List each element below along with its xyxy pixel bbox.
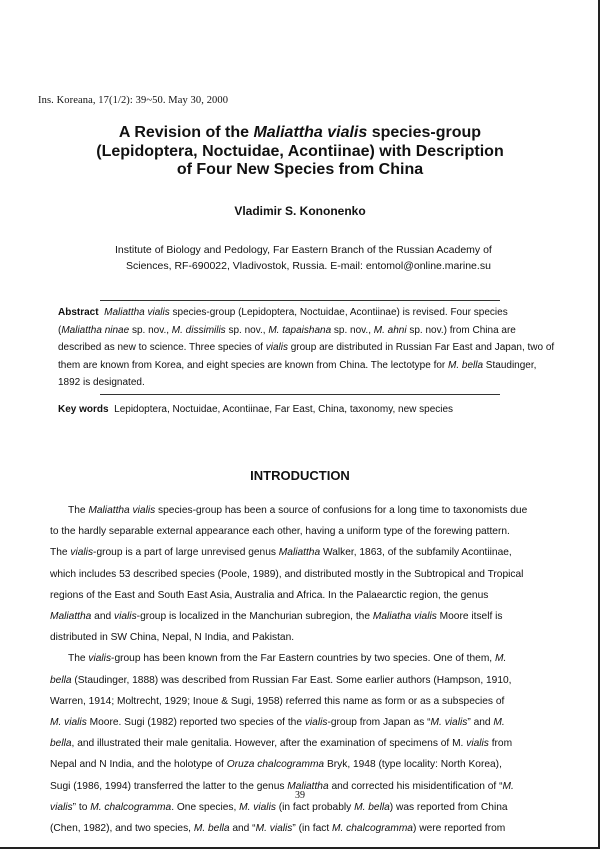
body-line: distributed in SW China, Nepal, N India, and Pakistan. [50,632,295,644]
body-line: bella (Staudinger, 1888) was described from Russian Far East. Some earlier authors (Hampson, 1910, [50,674,512,686]
keywords-label: Key words [58,404,109,415]
keywords [58,404,548,415]
title-line-1: A Revision of the Maliattha vialis species-group [118,124,482,141]
affiliation [115,242,515,274]
body-line: vialis” to M. chalcogramma. One species, M. vialis (in fact probably M. bella) was reported from China [50,801,508,813]
body-line: bella, and illustrated their male genitalia. However, after the examination of specimens of M. vialis from [50,738,513,750]
title-line-2: (Lepidoptera, Noctuidae, Acontiinae) with Description [96,142,504,160]
body-line: Warren, 1914; Moltrecht, 1929; Inoue & Sugi, 1958) referred this name as form or as a subspecies of [50,695,505,707]
affiliation-line-1: Institute of Biology and Pedology, Far Eastern Branch of the Russian Academy of [115,244,492,256]
body-line: The vialis-group is a part of large unrevised genus Maliattha Walker, 1863, of the subfamily Acontiinae, [50,547,512,559]
body-line: The vialis-group has been known from the Far Eastern countries by two species. One of them, M. [68,653,507,665]
body-line: Sugi (1986, 1994) transferred the latter to the genus Maliattha and corrected his misidentification of “M. [50,780,514,792]
body-line: M. vialis Moore. Sugi (1982) reported two species of the vialis-group from Japan as “M. vialis” and M. [50,717,505,729]
body-line: which includes 53 described species (Poole, 1989), and distributed mostly in the Subtropical and Tropical [50,568,524,580]
body-line: The Maliattha vialis species-group has been a source of confusions for a long time to taxonomists due [68,505,528,516]
body-line: (Chen, 1982), and two species, M. bella and “M. vialis” (in fact M. chalcogramma) were reported from [50,823,506,835]
abstract-line: 1892 is designated. [58,377,145,388]
abstract [58,304,555,392]
page-number: 39 [295,790,305,801]
title-line-3: of Four New Species from China [176,161,424,178]
abstract-bottom-rule [100,394,500,395]
abstract-line: Abstract Maliattha vialis species-group (Lepidoptera, Noctuidae, Acontiinae) is revised. Four species [58,307,508,318]
abstract-line: them are known from Korea, and eight species are known from China. The lectotype for M. bella Staudinger, [58,359,537,371]
section-heading: INTRODUCTION [250,468,350,483]
affiliation-line-2: Sciences, RF-690022, Vladivostok, Russia. E-mail: entomol@online.marine.su [126,260,491,272]
keywords-text: Lepidoptera, Noctuidae, Acontiinae, Far East, China, taxonomy, new species [114,404,454,415]
abstract-label: Abstract [58,307,99,318]
body-line: Nepal and N India, and the holotype of Oruza chalcogramma Bryk, 1948 (type locality: North Korea), [50,759,502,771]
abstract-line: (Maliattha ninae sp. nov., M. dissimilis sp. nov., M. tapaishana sp. nov., M. ahni sp. nov.) from China are [58,324,516,336]
journal-citation: Ins. Koreana, 17(1/2): 39~50. May 30, 2000 [38,95,229,106]
body-line: Maliattha and vialis-group is localized in the Manchurian subregion, the Maliatha vialis Moore itself is [50,611,503,623]
body-line: to the hardly separable external appearance each other, having a uniform type of the forewing pattern. [50,526,510,538]
paper-title [70,124,530,180]
body-line: regions of the East and South East Asia, Australia and Africa. In the Palaearctic region, the genus [50,589,489,601]
body-text [50,500,555,839]
abstract-top-rule [100,300,500,301]
author-name: Vladimir S. Kononenko [234,204,366,218]
abstract-line: described as new to science. Three species of vialis group are distributed in Russian Far East and Japan, two of [58,342,555,353]
